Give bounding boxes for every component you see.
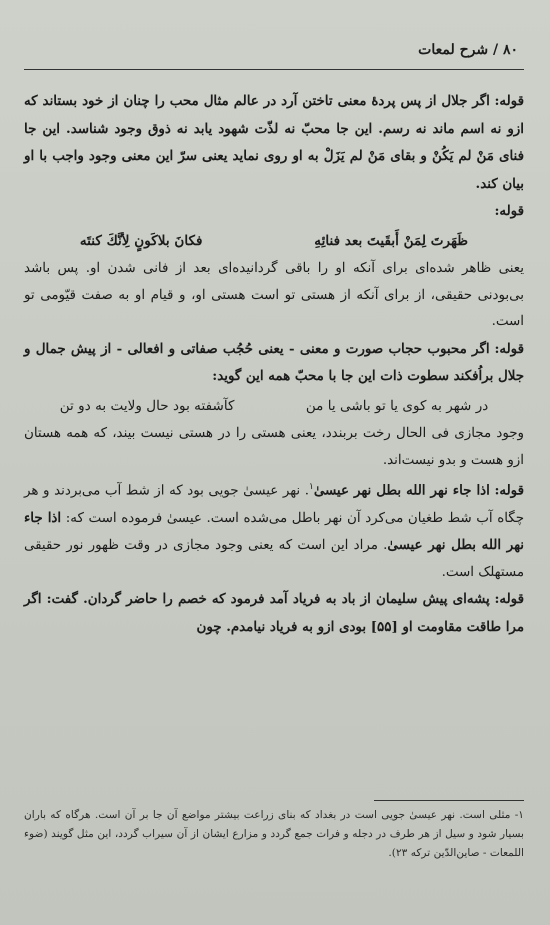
paragraph-5 xyxy=(24,586,524,641)
paragraph-2-text: یعنی ظاهر شده‌ای برای آنکه او را باقی گردانیده‌ای بعد از فانی شدن او. پس باشد بی‌بودنی حقیقی، از برای آنکه از هستی تو است هستی او، و قیام او به صفت قیّومی تو است. xyxy=(24,261,524,329)
verse-hemistich-2: فكانَ بلاكَونٍ لِأنَّكَ كنتَه xyxy=(79,232,203,249)
qowl-label: قوله: xyxy=(494,340,524,357)
main-text xyxy=(24,88,524,641)
paragraph-3 xyxy=(24,336,524,391)
footnote-marker[interactable]: ۱ xyxy=(308,482,314,492)
header-rule xyxy=(24,69,524,70)
arabic-verse xyxy=(24,228,524,255)
verse-hemistich-2: کآشفته بود حال ولایت به دو تن xyxy=(59,397,235,414)
paragraph-4-text: . نهر عیسیٰ جویی بود که از شط آب می‌بردند و هر چگاه آب شط طغیان می‌کرد آن نهر باطل می‌شده است. عیسیٰ فرموده است که: xyxy=(24,483,524,526)
qowl-label: قوله: xyxy=(494,482,524,499)
proverb-quote: اذا جاء نهر الله بطل نهر عیسیٰ xyxy=(313,482,490,499)
page-header xyxy=(24,38,524,70)
paragraph-4 xyxy=(24,474,524,586)
paragraph-5-text: پشه‌ای پیش سلیمان از باد به فریاد آمد فرمود که خصم را حاضر گردان. گفت: اگر مرا طاقت مقاومت او [۵۵] بودی ازو به فریاد نیامدم. چون xyxy=(24,591,524,635)
paragraph-2 xyxy=(24,256,524,336)
qowl-label: قوله: xyxy=(494,203,524,219)
paragraph-1 xyxy=(24,88,524,198)
paragraph-3-continued xyxy=(24,421,524,474)
persian-verse xyxy=(24,393,524,420)
paragraph-3-text: اگر محبوب حجاب صورت و معنی - یعنی حُجُب صفاتی و افعالی - از پیش جمال و جلال براُفکند سطوت ذات این جا با محبّ همه این گوید: xyxy=(24,340,524,384)
verse-hemistich-1: ظَهَرتَ لِمَنْ أَبقَيتَ بعد فنائِهِ xyxy=(314,232,469,249)
paragraph-3-text-2: وجود مجازی فی الحال رخت بربندد، یعنی هستی را در هستی نیست بیند، که همه هستان ازو هست و بدو نیست‌اند. xyxy=(24,426,524,468)
paragraph-1-text: اگر جلال از پس پردهٔ معنی تاختن آرد در عالم مثال محب را چنان از خود بستاند که ازو نه اسم ماند نه رسم. این جا محبّ نه لذّت شهود یابد نه ذوق وجود شناسد. این جا فنای مَنْ لم یَکُنْ و بقای مَنْ لم یَزَلْ به او روی نماید یعنی سرّ این معنی وجود واجب با او بیان کند. xyxy=(24,93,524,192)
footnote: ۱- مثلی است. نهر عیسیٰ جویی است در بغداد که بنای زراعت بیشتر مواضع آن جا بر آن است. هرگاه که باران بسیار شود و سیل از هر طرف در دجله و فرات جمع گردد و مزارع ایشان از آن سیراب گردد، این مثل گویند (ضوء اللمعات - صاین‌الدّین ترکه ۲۳). xyxy=(24,809,524,859)
paragraph-2-lead xyxy=(24,198,524,226)
paragraph-4-text-2: . مراد این است که یعنی وجود مجازی در وقت ظهور نور حقیقی مستهلک است. xyxy=(24,538,524,580)
proverb-quote-2: اذا جاء نهر الله بطل نهر عیسیٰ xyxy=(24,509,524,554)
qowl-label: قوله: xyxy=(494,591,524,608)
running-head: ۸۰ / شرح لمعات xyxy=(418,42,518,58)
footnote-rule xyxy=(374,800,524,801)
verse-hemistich-1: در شهر به کوی یا تو باشی یا من xyxy=(305,397,489,414)
qowl-label: قوله: xyxy=(494,93,524,109)
